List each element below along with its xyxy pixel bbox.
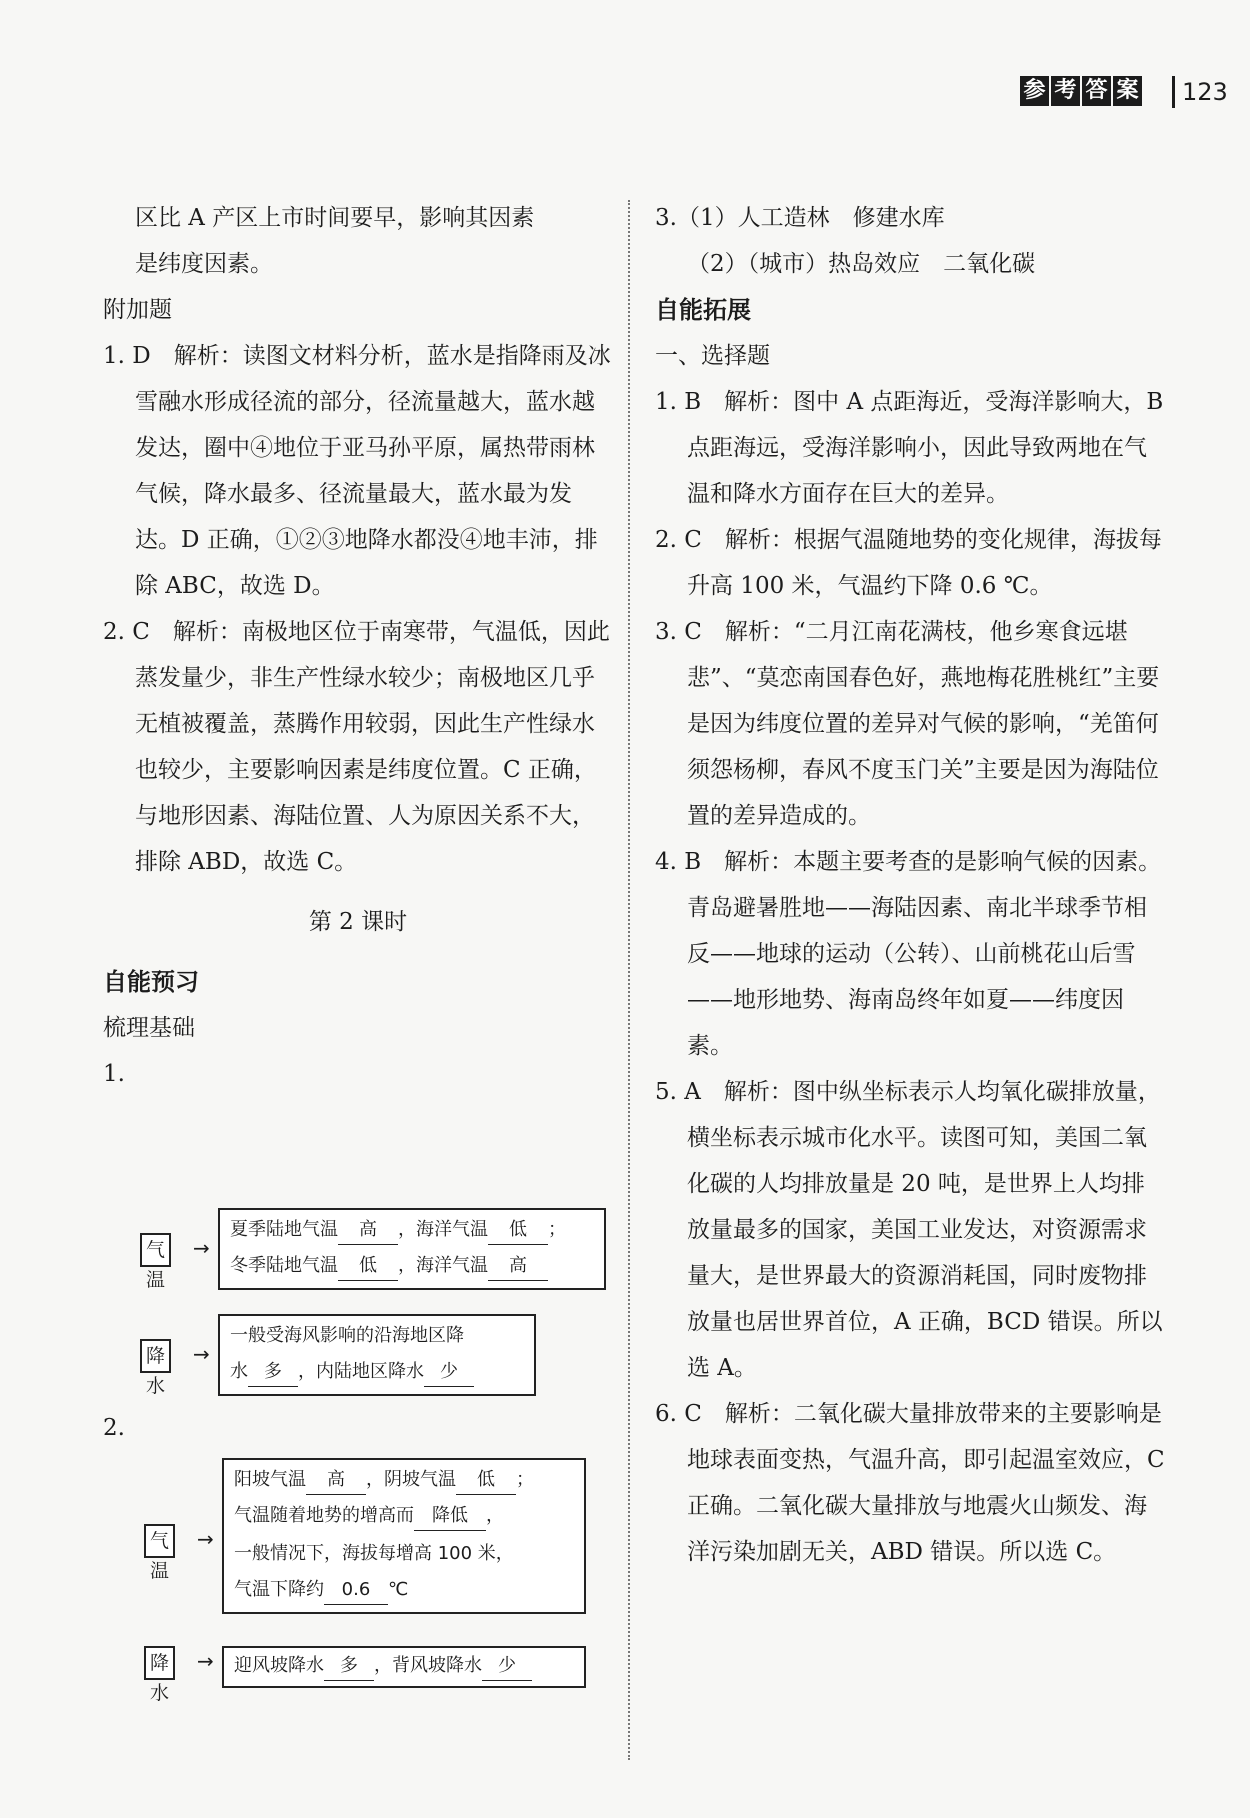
continued-text: 是纬度因素。 — [135, 251, 273, 277]
answer-key-label — [1020, 76, 1142, 106]
box-line: 冬季陆地气温 低 ，海洋气温 高 — [230, 1252, 548, 1281]
answer-item: 4. B 解析：本题主要考查的是影响气候的因素。青岛避暑胜地——海陆因素、南北半球季节相反——地球的运动（公转）、山前桃花山后雪——地形地势、海南岛终年如夏——纬度因素。 — [655, 849, 1162, 1059]
arrow-icon: → — [193, 1342, 210, 1366]
arrow-icon: → — [197, 1649, 214, 1673]
answer-item: （2）（城市）热岛效应 二氧化碳 — [687, 251, 1036, 277]
box-line: 水 多 ，内陆地区降水 少 — [230, 1358, 474, 1387]
box-line: 气温下降约 0.6 ℃ — [234, 1576, 408, 1605]
temperature-box — [218, 1208, 606, 1290]
subsection-heading: 梳理基础 — [103, 1015, 195, 1041]
header-char: 参 — [1020, 76, 1049, 106]
subsection-heading: 一、选择题 — [655, 343, 770, 369]
box-line: 阳坡气温 高 ，阴坡气温 低 ； — [234, 1466, 534, 1495]
box-line: 一般受海风影响的沿海地区降 — [230, 1325, 464, 1346]
precipitation-tag: 降水 — [140, 1339, 171, 1373]
lesson-title: 第 2 课时 — [308, 909, 408, 935]
section-heading: 自能拓展 — [655, 296, 751, 324]
box-line: 迎风坡降水 多 ，背风坡降水 少 — [234, 1652, 532, 1681]
temperature-box — [222, 1458, 586, 1614]
header-char: 答 — [1082, 76, 1111, 106]
extra-questions-heading: 附加题 — [103, 297, 172, 323]
temperature-tag: 气温 — [140, 1233, 171, 1267]
box-line: 气温随着地势的增高而 降低 ， — [234, 1502, 504, 1531]
right-column — [655, 195, 1165, 1575]
precipitation-tag: 降水 — [144, 1646, 175, 1680]
answer-item: 5. A 解析：图中纵坐标表示人均氧化碳排放量，横坐标表示城市化水平。读图可知，美国二氧化碳的人均排放量是 20 吨，是世界上人均排放量最多的国家，美国工业发达，对资源需求量大，是世界最大的资源消耗国，同时废物排放量也居世界首位，A 正确，BCD 错误。所以选 A。 — [655, 1079, 1163, 1381]
item-number: 2. — [103, 1415, 125, 1441]
header-char: 考 — [1051, 76, 1080, 106]
answer-item: 1. B 解析：图中 A 点距海近，受海洋影响大，B 点距海远，受海洋影响小，因此导致两地在气温和降水方面存在巨大的差异。 — [655, 389, 1164, 507]
column-divider — [628, 200, 630, 1760]
precipitation-box — [222, 1646, 586, 1688]
section-heading: 自能预习 — [103, 968, 199, 996]
answer-item: 2. C 解析：南极地区位于南寒带，气温低，因此蒸发量少，非生产性绿水较少；南极地区几乎无植被覆盖，蒸腾作用较弱，因此生产性绿水也较少，主要影响因素是纬度位置。C 正确，与地形因素、海陆位置、人为原因关系不大，排除 ABD，故选 C。 — [103, 619, 610, 875]
arrow-icon: → — [197, 1527, 214, 1551]
header-char: 案 — [1113, 76, 1142, 106]
header-divider — [1172, 76, 1175, 108]
left-column — [103, 195, 613, 1097]
answer-item: 3.（1）人工造林 修建水库 — [655, 205, 945, 231]
answer-item: 1. D 解析：读图文材料分析，蓝水是指降雨及冰雪融水形成径流的部分，径流量越大，蓝水越发达，圈中④地位于亚马孙平原，属热带雨林气候，降水最多、径流量最大，蓝水最为发达。D 正确，①②③地降水都没④地丰沛，排除 ABC，故选 D。 — [103, 343, 611, 599]
box-line: 夏季陆地气温 高 ，海洋气温 低 ； — [230, 1216, 566, 1245]
temperature-tag: 气温 — [144, 1524, 175, 1558]
item-number: 1. — [103, 1061, 125, 1087]
answer-item: 3. C 解析：“二月江南花满枝，他乡寒食远堪悲”、“莫恋南国春色好，燕地梅花胜桃红”主要是因为纬度位置的差异对气候的影响，“羌笛何须怨杨柳，春风不度玉门关”主要是因为海陆位置的差异造成的。 — [655, 619, 1160, 829]
page-number: 123 — [1182, 78, 1228, 106]
continued-text: 区比 A 产区上市时间要早，影响其因素 — [135, 205, 535, 231]
box-line: 一般情况下，海拔每增高 100 米， — [234, 1543, 514, 1564]
answer-item: 2. C 解析：根据气温随地势的变化规律，海拔每升高 100 米，气温约下降 0.6 ℃。 — [655, 527, 1162, 599]
precipitation-box — [218, 1314, 536, 1396]
answer-item: 6. C 解析：二氧化碳大量排放带来的主要影响是地球表面变热，气温升高，即引起温室效应，C 正确。二氧化碳大量排放与地震火山频发、海洋污染加剧无关，ABD 错误。所以选 C。 — [655, 1401, 1165, 1565]
arrow-icon: → — [193, 1236, 210, 1260]
